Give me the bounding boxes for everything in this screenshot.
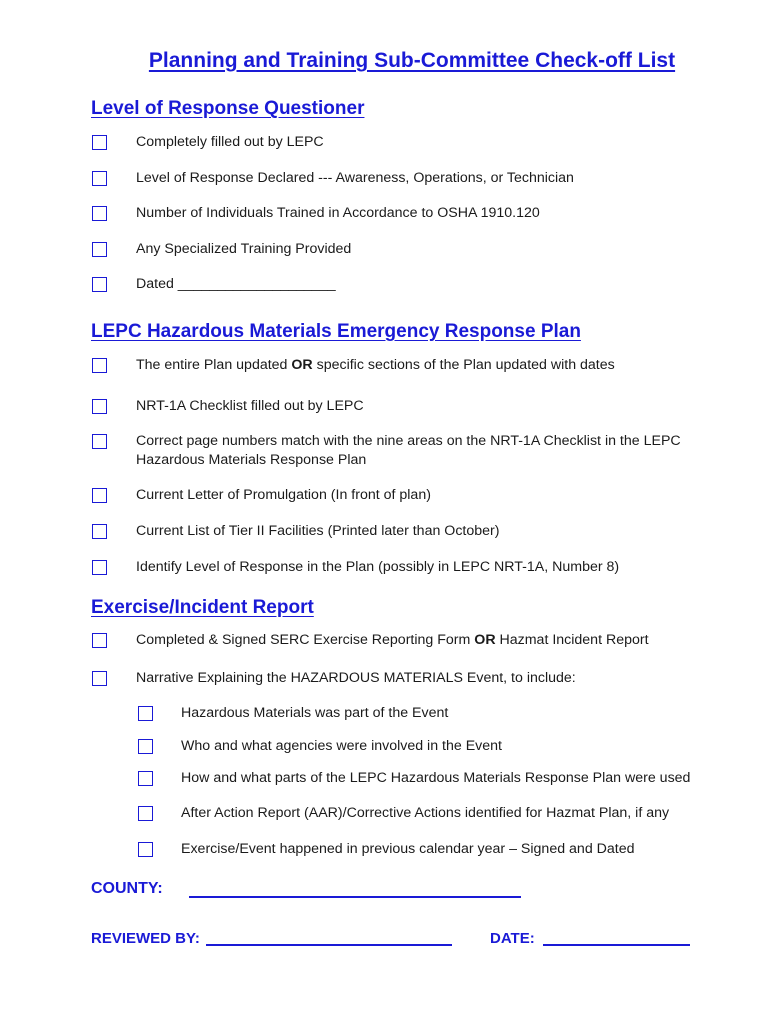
subitem-aar: After Action Report (AAR)/Corrective Actions identified for Hazmat Plan, if any <box>181 805 670 821</box>
section-heading-level-of-response: Level of Response Questioner <box>91 98 365 119</box>
date-field-line[interactable] <box>543 944 690 946</box>
item-page-numbers-line1: Correct page numbers match with the nine areas on the NRT-1A Checklist in the LEPC <box>136 433 681 449</box>
item-letter-promulgation: Current Letter of Promulgation (In front of plan) <box>136 487 431 503</box>
item-dated: Dated ____________________ <box>136 276 336 292</box>
item-specialized-training: Any Specialized Training Provided <box>136 241 352 257</box>
item-plan-updated: The entire Plan updated OR specific sections of the Plan updated with dates <box>136 357 615 373</box>
county-field-line[interactable] <box>189 896 521 898</box>
checkbox-specialized-training[interactable] <box>92 242 107 257</box>
checkbox-dated[interactable] <box>92 277 107 292</box>
page-title: Planning and Training Sub-Committee Check-off List <box>148 49 676 72</box>
item-serc-form: Completed & Signed SERC Exercise Reporting Form OR Hazmat Incident Report <box>136 632 649 648</box>
item-narrative: Narrative Explaining the HAZARDOUS MATERIALS Event, to include: <box>136 670 576 686</box>
checkbox-serc-form[interactable] <box>92 633 107 648</box>
checkbox-sub-aar[interactable] <box>138 806 153 821</box>
county-label: COUNTY: <box>91 880 163 897</box>
item-tier2-facilities: Current List of Tier II Facilities (Printed later than October) <box>136 523 500 539</box>
reviewed-by-label: REVIEWED BY: <box>91 930 200 947</box>
item-completely-filled: Completely filled out by LEPC <box>136 134 324 150</box>
section-heading-lepc-plan: LEPC Hazardous Materials Emergency Response Plan <box>91 321 581 342</box>
subitem-plan-used: How and what parts of the LEPC Hazardous Materials Response Plan were used <box>181 770 691 786</box>
checkbox-tier2-facilities[interactable] <box>92 524 107 539</box>
checkbox-sub-agencies[interactable] <box>138 739 153 754</box>
item-nrt1a-checklist: NRT-1A Checklist filled out by LEPC <box>136 398 364 414</box>
reviewed-by-field-line[interactable] <box>206 944 452 946</box>
checkbox-individuals-trained[interactable] <box>92 206 107 221</box>
item-identify-level: Identify Level of Response in the Plan (possibly in LEPC NRT-1A, Number 8) <box>136 559 620 575</box>
section-heading-exercise-incident: Exercise/Incident Report <box>91 597 314 618</box>
checkbox-plan-updated[interactable] <box>92 358 107 373</box>
checkbox-level-declared[interactable] <box>92 171 107 186</box>
item-page-numbers-line2: Hazardous Materials Response Plan <box>136 452 367 468</box>
checkbox-narrative[interactable] <box>92 671 107 686</box>
checkbox-letter-promulgation[interactable] <box>92 488 107 503</box>
subitem-hazmat-part: Hazardous Materials was part of the Event <box>181 705 449 721</box>
date-label: DATE: <box>490 930 535 947</box>
checkbox-nrt1a-checklist[interactable] <box>92 399 107 414</box>
checkbox-completely-filled[interactable] <box>92 135 107 150</box>
subitem-agencies: Who and what agencies were involved in the Event <box>181 738 502 754</box>
item-level-declared: Level of Response Declared --- Awareness, Operations, or Technician <box>136 170 574 186</box>
checkbox-page-numbers[interactable] <box>92 434 107 449</box>
subitem-calendar-year: Exercise/Event happened in previous calendar year – Signed and Dated <box>181 841 635 857</box>
checkbox-identify-level[interactable] <box>92 560 107 575</box>
item-individuals-trained: Number of Individuals Trained in Accordance to OSHA 1910.120 <box>136 205 540 221</box>
checkbox-sub-hazmat-part[interactable] <box>138 706 153 721</box>
checkbox-sub-calendar-year[interactable] <box>138 842 153 857</box>
checkbox-sub-plan-used[interactable] <box>138 771 153 786</box>
